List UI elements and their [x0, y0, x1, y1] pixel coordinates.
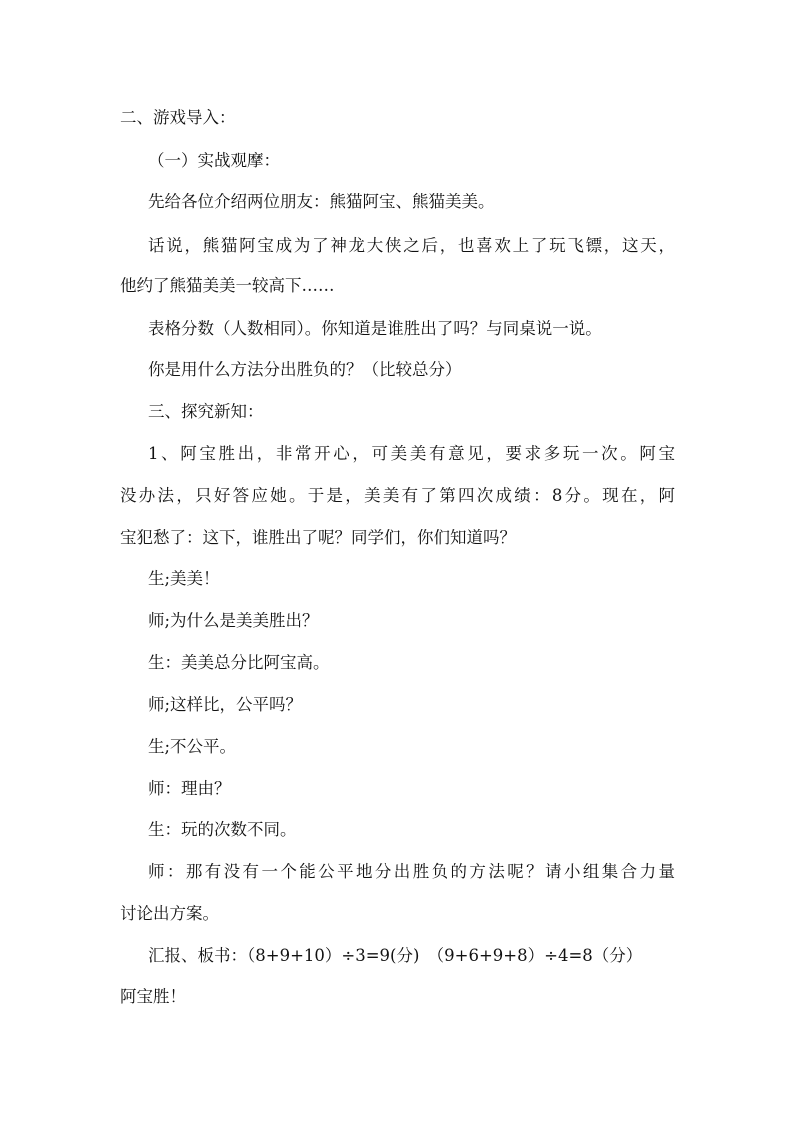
board-writing-formula: 汇报、板书：（8+9+10）÷3=9(分) （9+6+9+8）÷4=8（分） — [148, 946, 643, 965]
dialogue-line: 生;不公平。 — [148, 737, 237, 756]
paragraph-line: 1、阿宝胜出，非常开心，可美美有意见，要求多玩一次。阿宝 — [148, 444, 675, 463]
dialogue-line: 师：那有没有一个能公平地分出胜负的方法呢？请小组集合力量 — [148, 862, 675, 881]
dialogue-line: 生;美美！ — [148, 569, 220, 588]
dialogue-line: 师;为什么是美美胜出？ — [148, 611, 319, 630]
section-heading-explore: 三、探究新知： — [148, 402, 264, 421]
paragraph-line: 他约了熊猫美美一较高下…… — [120, 276, 335, 295]
paragraph-line: 表格分数（人数相同）。你知道是谁胜出了吗？与同桌说一说。 — [148, 319, 602, 338]
dialogue-line: 师：理由？ — [148, 779, 231, 798]
paragraph-line: 宝犯愁了：这下，谁胜出了呢？同学们，你们知道吗？ — [120, 528, 516, 547]
dialogue-line: 生：玩的次数不同。 — [148, 820, 297, 839]
paragraph-line: 讨论出方案。 — [120, 904, 219, 923]
paragraph-line: 先给各位介绍两位朋友：熊猫阿宝、熊猫美美。 — [148, 192, 495, 211]
paragraph-line: 没办法，只好答应她。于是，美美有了第四次成绩：8分。现在，阿 — [120, 486, 675, 505]
paragraph-line: 你是用什么方法分出胜负的？（比较总分） — [148, 360, 462, 379]
dialogue-line: 生：美美总分比阿宝高。 — [148, 653, 330, 672]
subsection-heading-observation: （一）实战观摩： — [148, 151, 280, 170]
dialogue-line: 师;这样比，公平吗？ — [148, 695, 303, 714]
paragraph-line: 话说，熊猫阿宝成为了神龙大侠之后，也喜欢上了玩飞镖，这天， — [148, 236, 675, 255]
paragraph-line: 阿宝胜！ — [120, 987, 186, 1006]
section-heading-game-intro: 二、游戏导入： — [120, 108, 236, 127]
